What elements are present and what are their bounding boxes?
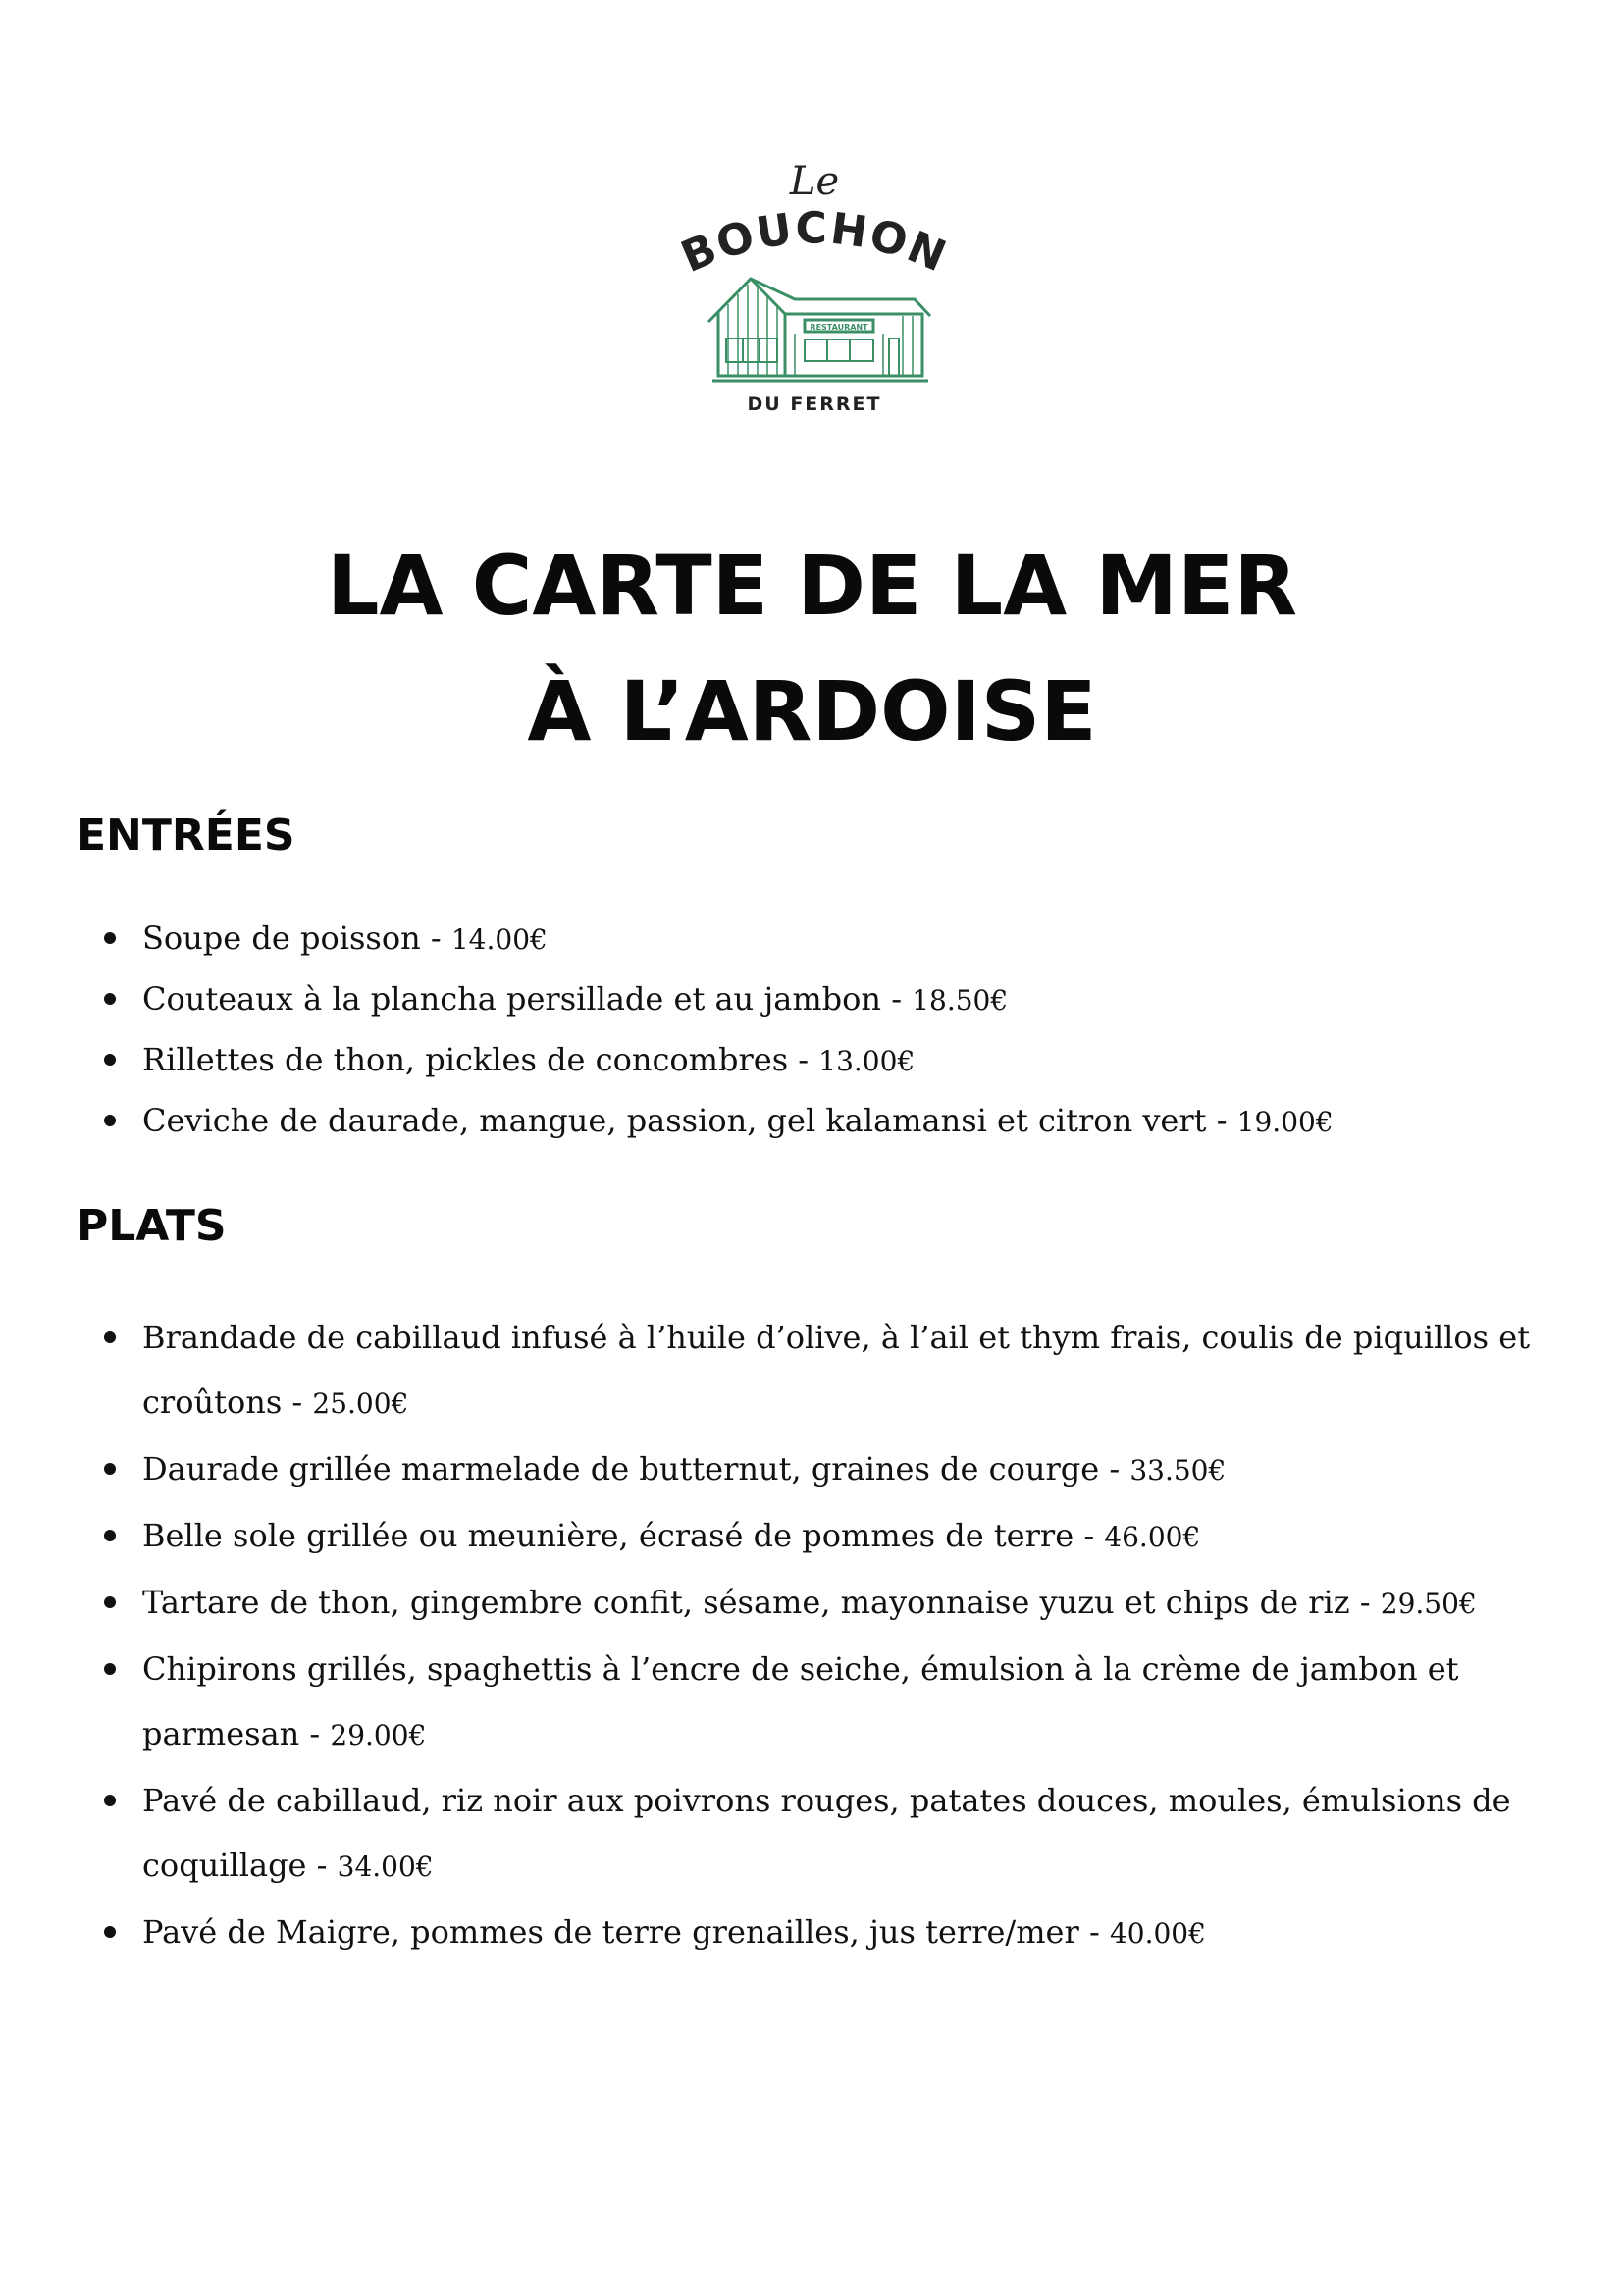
entrees-list xyxy=(96,908,1568,1151)
menu-item-price: 40.00€ xyxy=(1109,1917,1206,1950)
menu-item xyxy=(96,1090,1568,1151)
menu-item-price: 46.00€ xyxy=(1104,1521,1201,1553)
menu-item-price: 19.00€ xyxy=(1236,1106,1334,1138)
menu-item-name: Pavé de Maigre, pommes de terre grenailles, jus terre/mer - xyxy=(142,1913,1110,1951)
menu-item-name: Brandade de cabillaud infusé à l’huile d’olive, à l’ail et thym frais, coulis de piquillos et croûtons - xyxy=(142,1319,1531,1421)
menu-item xyxy=(96,1637,1568,1768)
menu-item-price: 18.50€ xyxy=(912,984,1009,1017)
menu-item-name: Chipirons grillés, spaghettis à l’encre de seiche, émulsion à la crème de jambon et parmesan - xyxy=(142,1650,1459,1752)
menu-item xyxy=(96,1503,1568,1570)
menu-item-price: 34.00€ xyxy=(337,1851,434,1883)
menu-item xyxy=(96,1029,1568,1090)
menu-item-price: 13.00€ xyxy=(818,1045,916,1077)
page-title-line-1: LA CARTE DE LA MER xyxy=(326,538,1298,634)
menu-item xyxy=(96,1570,1568,1637)
menu-item-name: Couteaux à la plancha persillade et au jambon - xyxy=(142,980,913,1017)
menu-item-name: Pavé de cabillaud, riz noir aux poivrons rouges, patates douces, moules, émulsions de coquillage - xyxy=(142,1782,1511,1884)
section-heading-plats: PLATS xyxy=(77,1201,227,1251)
logo-bottom-text: DU FERRET xyxy=(747,393,882,415)
menu-item-price: 33.50€ xyxy=(1129,1454,1227,1487)
plats-list xyxy=(96,1305,1568,1966)
menu-item xyxy=(96,908,1568,968)
svg-text:BOUCHON xyxy=(674,203,955,283)
menu-item-price: 25.00€ xyxy=(312,1387,409,1420)
menu-item-name: Belle sole grillée ou meunière, écrasé de pommes de terre - xyxy=(142,1517,1105,1554)
menu-item-price: 14.00€ xyxy=(450,923,548,956)
logo-sign-text: RESTAURANT xyxy=(810,323,868,332)
menu-item-price: 29.50€ xyxy=(1380,1588,1477,1620)
restaurant-logo xyxy=(657,147,971,422)
menu-item-name: Daurade grillée marmelade de butternut, graines de courge - xyxy=(142,1450,1130,1487)
menu-item xyxy=(96,1768,1568,1900)
logo-name-text: BOUCHON xyxy=(674,203,955,284)
menu-item-price: 29.00€ xyxy=(330,1719,427,1751)
section-heading-entrees: ENTRÉES xyxy=(77,810,295,861)
menu-item xyxy=(96,1436,1568,1503)
menu-item xyxy=(96,1305,1568,1436)
menu-item-name: Rillettes de thon, pickles de concombres - xyxy=(142,1041,819,1078)
menu-item-name: Ceviche de daurade, mangue, passion, gel kalamansi et citron vert - xyxy=(142,1102,1237,1139)
menu-item-name: Tartare de thon, gingembre confit, sésame, mayonnaise yuzu et chips de riz - xyxy=(142,1584,1381,1621)
logo-script-text: Le xyxy=(789,159,840,204)
menu-item-name: Soupe de poisson - xyxy=(142,919,451,957)
page-title-line-2: À L’ARDOISE xyxy=(527,663,1097,759)
menu-item xyxy=(96,1900,1568,1966)
menu-item xyxy=(96,968,1568,1029)
